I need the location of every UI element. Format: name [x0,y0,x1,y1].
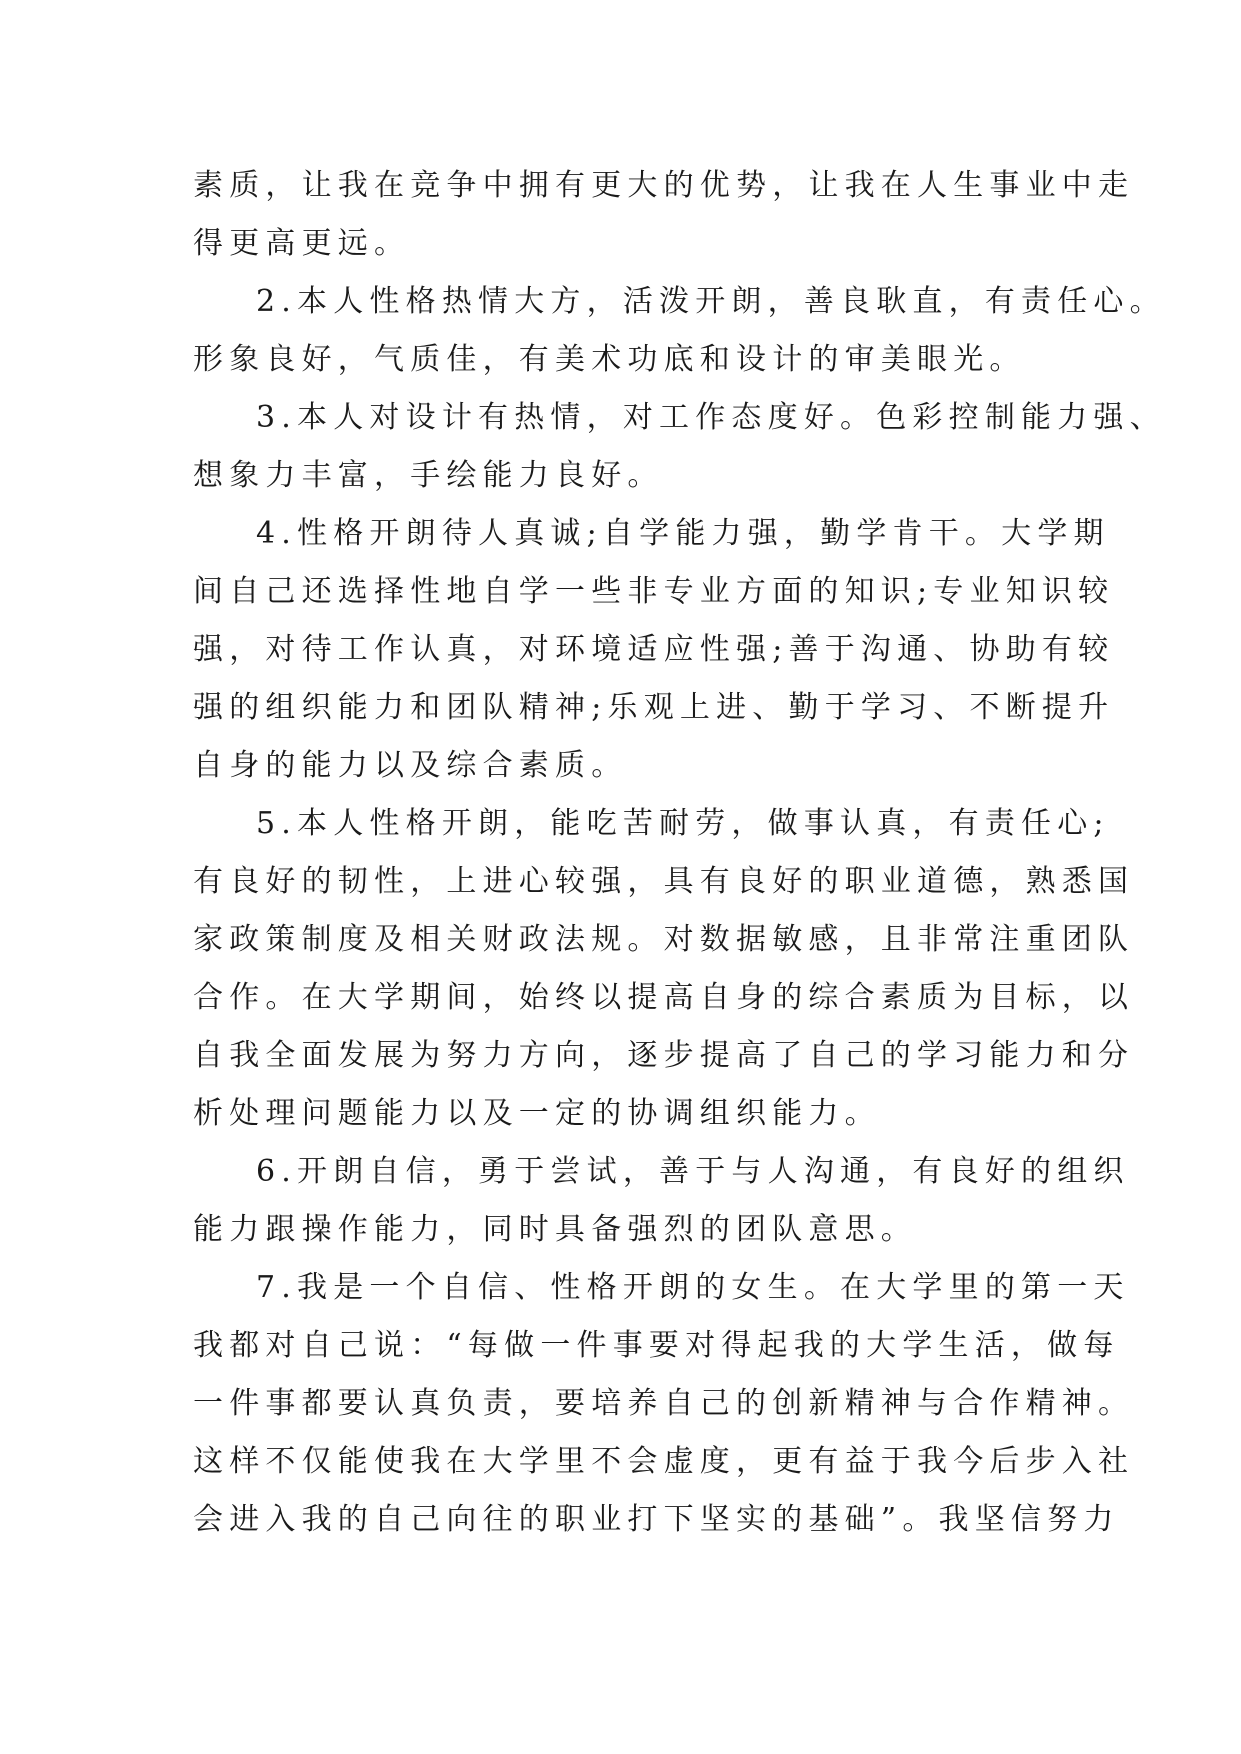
text-line: 这样不仅能使我在大学里不会虚度，更有益于我今后步入社 [193,1444,1135,1479]
text-line: 2.本人性格热情大方，活泼开朗，善良耿直，有责任心。 [256,284,1166,319]
text-line: 间自己还选择性地自学一些非专业方面的知识;专业知识较 [193,574,1115,609]
text-line: 素质，让我在竞争中拥有更大的优势，让我在人生事业中走 [193,168,1135,203]
text-line: 7.我是一个自信、性格开朗的女生。在大学里的第一天 [256,1270,1130,1305]
text-line: 析处理问题能力以及一定的协调组织能力。 [193,1096,881,1131]
text-line: 4.性格开朗待人真诚;自学能力强，勤学肯干。大学期 [256,516,1110,551]
text-line: 5.本人性格开朗，能吃苦耐劳，做事认真，有责任心; [256,806,1110,841]
text-line: 一件事都要认真负责，要培养自己的创新精神与合作精神。 [193,1386,1135,1421]
text-line: 有良好的韧性，上进心较强，具有良好的职业道德，熟悉国 [193,864,1135,899]
text-line: 强的组织能力和团队精神;乐观上进、勤于学习、不断提升 [193,690,1115,725]
text-line: 会进入我的自己向往的职业打下坚实的基础”。我坚信努力 [193,1502,1120,1537]
text-line: 强，对待工作认真，对环境适应性强;善于沟通、协助有较 [193,632,1115,667]
text-line: 能力跟操作能力，同时具备强烈的团队意思。 [193,1212,917,1247]
text-line: 想象力丰富，手绘能力良好。 [193,458,664,493]
text-line: 形象良好，气质佳，有美术功底和设计的审美眼光。 [193,342,1026,377]
text-line: 自我全面发展为努力方向，逐步提高了自己的学习能力和分 [193,1038,1135,1073]
text-line: 我都对自己说：“每做一件事要对得起我的大学生活，做每 [193,1328,1120,1363]
text-line: 得更高更远。 [193,226,411,261]
text-line: 3.本人对设计有热情，对工作态度好。色彩控制能力强、 [256,400,1166,435]
text-line: 合作。在大学期间，始终以提高自身的综合素质为目标，以 [193,980,1135,1015]
text-line: 6.开朗自信，勇于尝试，善于与人沟通，有良好的组织 [256,1154,1130,1189]
text-line: 自身的能力以及综合素质。 [193,748,628,783]
text-line: 家政策制度及相关财政法规。对数据敏感，且非常注重团队 [193,922,1135,957]
